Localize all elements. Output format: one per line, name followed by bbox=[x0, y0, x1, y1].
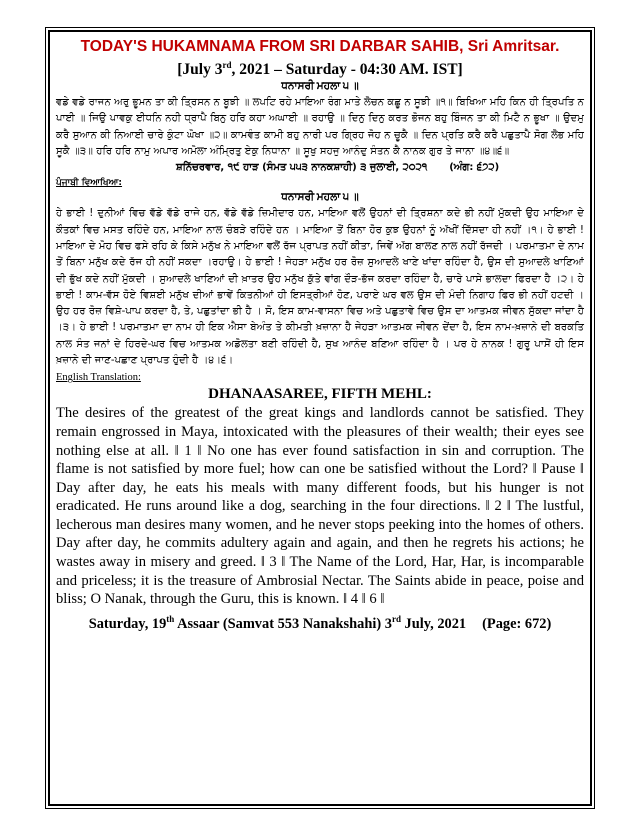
english-heading: DHANAASAREE, FIFTH MEHL: bbox=[208, 386, 432, 403]
english-label: English Translation: bbox=[56, 372, 141, 384]
date-prefix: [July 3 bbox=[177, 61, 223, 79]
punjabi-label: ਪੰਜਾਬੀ ਵਿਆਖਿਆ: bbox=[56, 178, 123, 189]
hukamnama-document bbox=[56, 38, 584, 634]
footer-date-suffix: July, 2021 bbox=[400, 615, 467, 632]
english-text: The desires of the greatest of the great kings and landlords cannot be satisfied. They remain engrossed in Maya, intoxicated with the pleasures of their wealth; their eyes see nothing else at all. ‖ 1 ‖ No one has ever found satisfaction in sin and corruption. The flame is not satisfied by more fuel; how can one be satisfied without the Lord? ‖ Pause ‖ Day after day, he eats his meals with many different foods, but his hunger is not eradicated. He runs around like a dog, searching in the four directions. ‖ 2 ‖ The lustful, lecherous man desires many women, and he never stops peeking into the homes of others. Day after day, he commits adultery again and again, and then he regrets his actions; he wastes away in misery and greed. ‖ 3 ‖ The Name of the Lord, Har, Har, is incomparable and priceless; it is the treasure of Ambrosial Nectar. The Saints abide in peace, poise and bliss; O Nanak, through the Guru, this is known. ‖ 4 ‖ 6 ‖ bbox=[56, 405, 584, 608]
punjabi-text: ਹੇ ਭਾਈ ! ਦੁਨੀਆਂ ਵਿਚ ਵੱਡੇ ਵੱਡੇ ਰਾਜੇ ਹਨ, ਵੱਡੇ ਵੱਡੇ ਜ਼ਿਮੀਦਾਰ ਹਨ, ਮਾਇਆ ਵਲੋਂ ਉਹਨਾਂ ਦੀ ਤ੍ਰਿਸ਼ਨਾ ਕਦੇ ਭੀ ਨਹੀਂ ਮੁੱਕਦੀ ਉਹ ਮਾਇਆ ਦੇ ਕੌਤਕਾਂ ਵਿਚ ਮਸਤ ਰਹਿੰਦੇ ਹਨ, ਮਾਇਆ ਨਾਲ ਚੰਬੜੇ ਰਹਿੰਦੇ ਹਨ । ਮਾਇਆ ਤੋਂ ਬਿਨਾ ਹੋਰ ਕੁਝ ਉਹਨਾਂ ਨੂੰ ਅੱਖੀਂ ਦਿੱਸਦਾ ਹੀ ਨਹੀਂ ।੧। ਹੇ ਭਾਈ ! ਮਾਇਆ ਦੇ ਮੋਹ ਵਿਚ ਫਸੇ ਰਹਿ ਕੇ ਕਿਸੇ ਮਨੁੱਖ ਨੇ ਮਾਇਆ ਵਲੋਂ ਰੱਜ ਪ੍ਰਾਪਤ ਨਹੀਂ ਕੀਤਾ, ਜਿਵੇਂ ਅੱਗ ਬਾਲਣ ਨਾਲ ਨਹੀਂ ਰੱਜਦੀ । ਪਰਮਾਤਮਾ ਦੇ ਨਾਮ ਤੋਂ ਬਿਨਾ ਮਨੁੱਖ ਕਦੇ ਰੱਜ ਹੀ ਨਹੀਂ ਸਕਦਾ ।ਰਹਾਉ। ਹੇ ਭਾਈ ! ਜੇਹੜਾ ਮਨੁੱਖ ਹਰ ਰੋਜ਼ ਸੁਆਦਲੇ ਖਾਣੇ ਖਾਂਦਾ ਰਹਿੰਦਾ ਹੈ, ਉਸ ਦੀ ਸੁਆਦਲੇ ਖਾਣਿਆਂ ਦੀ ਭੁੱਖ ਕਦੇ ਨਹੀਂ ਮੁੱਕਦੀ । ਸੁਆਦਲੇ ਖਾਣਿਆਂ ਦੀ ਖ਼ਾਤਰ ਉਹ ਮਨੁੱਖ ਕੁੱਤੇ ਵਾਂਗ ਦੌੜ-ਭੱਜ ਕਰਦਾ ਰਹਿੰਦਾ ਹੈ, ਚਾਰੇ ਪਾਸੇ ਭਾਲਦਾ ਫਿਰਦਾ ਹੈ ।੨। ਹੇ ਭਾਈ ! ਕਾਮ-ਵੱਸ ਹੋਏ ਵਿਸ਼ਈ ਮਨੁੱਖ ਦੀਆਂ ਭਾਵੇਂ ਕਿਤਨੀਆਂ ਹੀ ਇਸਤ੍ਰੀਆਂ ਹੋਣ, ਪਰਾਏ ਘਰ ਵਲ ਉਸ ਦੀ ਮੰਦੀ ਨਿਗਾਹ ਫਿਰ ਭੀ ਨਹੀਂ ਹਟਦੀ । ਉਹ ਹਰ ਰੋਜ਼ ਵਿਸ਼ੇ-ਪਾਪ ਕਰਦਾ ਹੈ, ਤੇ, ਪਛੁਤਾਂਦਾ ਭੀ ਹੈ । ਸੋ, ਇਸ ਕਾਮ-ਵਾਸਨਾ ਵਿਚ ਅਤੇ ਪਛੁਤਾਵੇ ਵਿਚ ਉਸ ਦਾ ਆਤਮਕ ਜੀਵਨ ਸੁੱਕਦਾ ਜਾਂਦਾ ਹੈ ।੩। ਹੇ ਭਾਈ ! ਪਰਮਾਤਮਾ ਦਾ ਨਾਮ ਹੀ ਇਕ ਐਸਾ ਬੇਅੰਤ ਤੇ ਕੀਮਤੀ ਖ਼ਜ਼ਾਨਾ ਹੈ ਜੇਹੜਾ ਆਤਮਕ ਜੀਵਨ ਦੇਂਦਾ ਹੈ, ਇਸ ਨਾਮ-ਖ਼ਜ਼ਾਨੇ ਦੀ ਬਰਕਤਿ ਨਾਲ ਸੰਤ ਜਨਾਂ ਦੇ ਹਿਰਦੇ-ਘਰ ਵਿਚ ਆਤਮਕ ਅਡੋਲਤਾ ਬਣੀ ਰਹਿੰਦੀ ਹੈ, ਸੁਖ ਆਨੰਦ ਬਣਿਆ ਰਹਿੰਦਾ ਹੈ । ਪਰ ਹੇ ਨਾਨਕ ! ਗੁਰੂ ਪਾਸੋਂ ਹੀ ਇਸ ਖ਼ਜ਼ਾਨੇ ਦੀ ਜਾਣ-ਪਛਾਣ ਪ੍ਰਾਪਤ ਹੁੰਦੀ ਹੈ ।੪।੬। bbox=[56, 208, 584, 367]
gurbani-text: ਵਡੇ ਵਡੇ ਰਾਜਨ ਅਰੁ ਭੂਮਨ ਤਾ ਕੀ ਤ੍ਰਿਸਨ ਨ ਬੂਝੀ ॥ ਲਪਟਿ ਰਹੇ ਮਾਇਆ ਰੰਗ ਮਾਤੇ ਲੋਚਨ ਕਛੂ ਨ ਸੂਝੀ ॥੧॥ ਬਿਖਿਆ ਮਹਿ ਕਿਨ ਹੀ ਤ੍ਰਿਪਤਿ ਨ ਪਾਈ ॥ ਜਿਉ ਪਾਵਕੁ ਈਧਨਿ ਨਹੀ ਧ੍ਰਾਪੈ ਬਿਨੁ ਹਰਿ ਕਹਾ ਅਘਾਈ ॥ ਰਹਾਉ ॥ ਦਿਨੁ ਦਿਨੁ ਕਰਤ ਭੋਜਨ ਬਹੁ ਬਿੰਜਨ ਤਾ ਕੀ ਮਿਟੈ ਨ ਭੂਖਾ ॥ ਉਦਮੁ ਕਰੈ ਸੁਆਨ ਕੀ ਨਿਆਈ ਚਾਰੇ ਕੁੰਟਾ ਘੋਖਾ ॥੨॥ ਕਾਮਵੰਤ ਕਾਮੀ ਬਹੁ ਨਾਰੀ ਪਰ ਗ੍ਰਿਹ ਜੋਹ ਨ ਚੂਕੈ ॥ ਦਿਨ ਪ੍ਰਤਿ ਕਰੈ ਕਰੈ ਪਛੁਤਾਪੈ ਸੋਗ ਲੋਭ ਮਹਿ ਸੂਕੈ ॥੩॥ ਹਰਿ ਹਰਿ ਨਾਮੁ ਅਪਾਰ ਅਮੋਲਾ ਅੰਮ੍ਰਿਤੁ ਏਕੁ ਨਿਧਾਨਾ ॥ ਸੂਖੁ ਸਹਜੁ ਆਨੰਦੁ ਸੰਤਨ ਕੈ ਨਾਨਕ ਗੁਰ ਤੇ ਜਾਨਾ ॥੪॥੬॥ bbox=[56, 97, 584, 158]
gurbani-heading: ਧਨਾਸਰੀ ਮਹਲਾ ੫ ॥ bbox=[281, 81, 359, 93]
footer-date-prefix: Saturday, 19 bbox=[88, 615, 167, 632]
date-suffix: , 2021 – Saturday - 04:30 AM. IST] bbox=[231, 61, 463, 79]
gurbani-date-line bbox=[56, 160, 584, 176]
date-superscript: rd bbox=[222, 60, 232, 70]
page-title: TODAY'S HUKAMNAMA FROM SRI DARBAR SAHIB, Sri Amritsar. bbox=[80, 38, 560, 55]
footer-date-middle: Assaar (Samvat 553 Nanakshahi) 3 bbox=[174, 615, 392, 632]
footer-sup-2: rd bbox=[391, 613, 401, 624]
date-line bbox=[56, 56, 584, 79]
footer-sup-1: th bbox=[166, 613, 175, 624]
punjabi-heading: ਧਨਾਸਰੀ ਮਹਲਾ ੫ ॥ bbox=[281, 192, 359, 204]
gurbani-ang: (ਅੰਗ: ੬੭੨) bbox=[449, 162, 500, 174]
footer-date-line bbox=[56, 610, 584, 634]
gurbani-date: ਸ਼ਨਿੱਚਰਵਾਰ, ੧੯ ਹਾੜ (ਸੰਮਤ ੫੫੩ ਨਾਨਕਸ਼ਾਹੀ) ੩ ਜੁਲਾਈ, ੨੦੨੧ bbox=[176, 162, 428, 174]
footer-page: (Page: 672) bbox=[482, 615, 552, 632]
